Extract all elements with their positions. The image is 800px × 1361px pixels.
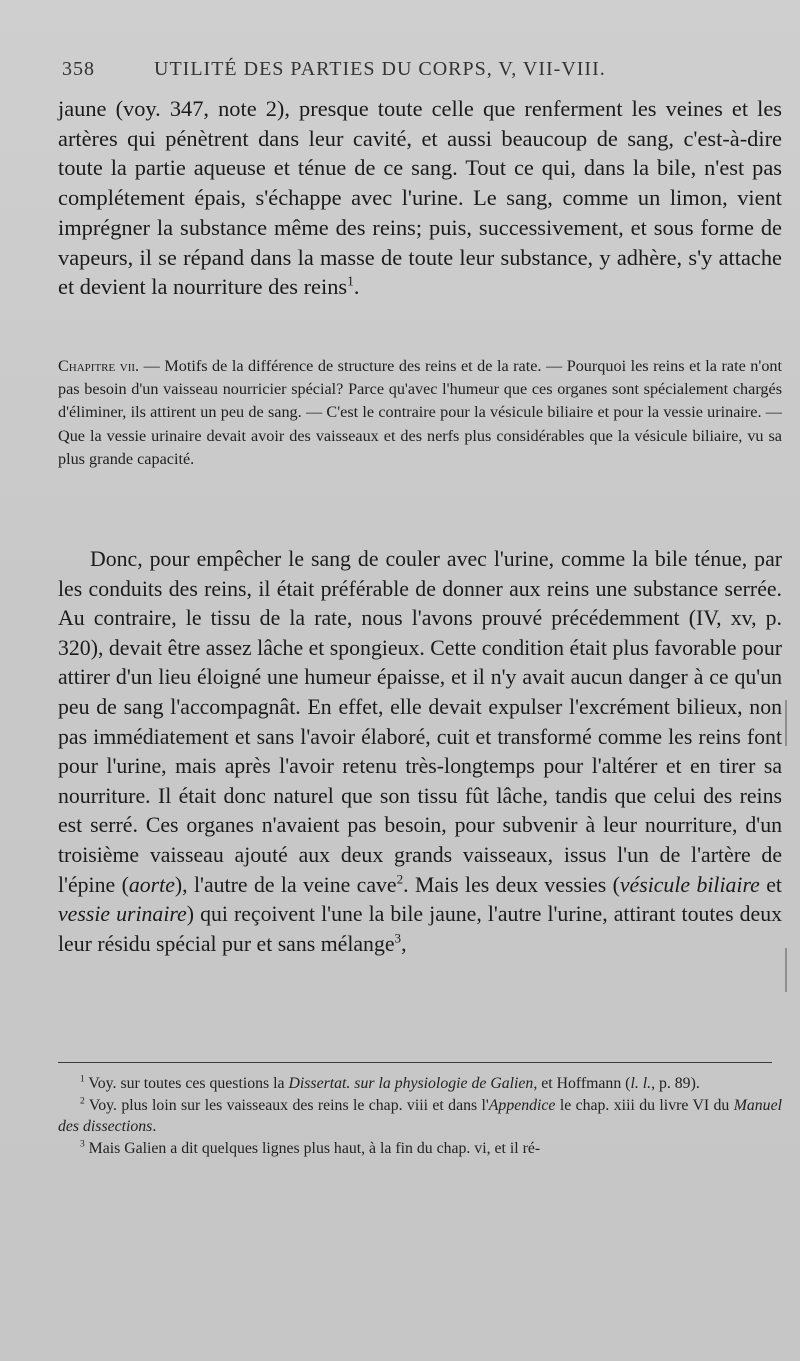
paragraph-1-end: . [353, 274, 360, 300]
chapter-summary-text: — Motifs de la différence de structure des reins et de la rate. — Pourquoi les reins et la rate n'ont pas besoin d'un vaisseau nourricier spécial? Parce qu'avec l'humeur que ces organes sont spécialement chargés d'éliminer, ils attirent un peu de sang. — C'est le contraire pour la vésicule biliaire et pour la vessie urinaire. — Que la vessie urinaire devait avoir des vaisseaux et des nerfs plus considérables que la vésicule biliaire, vu sa plus grande capacité. [58, 357, 782, 468]
footnote-mark: 2 [80, 1096, 85, 1107]
margin-mark [785, 948, 787, 992]
running-header [62, 58, 762, 81]
page-number: 358 [62, 58, 95, 80]
paragraph-2-text-c: . Mais les deux vessies ( [403, 872, 620, 897]
footnotes [58, 1073, 782, 1160]
margin-mark [785, 700, 787, 746]
footnote-ref-2[interactable]: 2 [396, 871, 404, 887]
term-aorte: aorte [128, 872, 175, 897]
footnote-text: Mais Galien a dit quelques lignes plus haut, à la fin du chap. vi, et il ré- [84, 1140, 541, 1158]
footnote-mark: 3 [80, 1139, 85, 1150]
footnote-text: Voy. sur toutes ces questions la [84, 1075, 289, 1092]
footnote-ref-3[interactable]: 3 [394, 930, 402, 946]
footnote-2 [58, 1095, 782, 1138]
paragraph-2 [58, 545, 782, 959]
paragraph-1-text: jaune (voy. 347, note 2), presque toute celle que renferment les veines et les artères qui pénètrent dans leur cavité, et aussi beaucoup de sang, c'est-à-dire toute la partie aqueuse et ténue de ce sang. Tout ce qui, dans la bile, n'est pas complétement épais, s'échappe avec l'urine. Le sang, comme un limon, vient imprégner la substance même des reins; puis, successivement, et sous forme de vapeurs, il se répand dans la masse de toute leur substance, y adhère, s'y attache et devient la nourriture des reins [58, 96, 782, 300]
footnote-ref-1[interactable]: 1 [347, 273, 354, 289]
paragraph-2-text-e: ) qui reçoivent l'une la bile jaune, l'autre l'urine, attirant toutes deux leur résidu spécial pur et sans mélange [58, 902, 783, 956]
footnote-text: Voy. plus loin sur les vaisseaux des reins le chap. viii et dans l' [84, 1096, 489, 1114]
footnote-3 [58, 1138, 782, 1160]
footnote-title: Appendice [488, 1096, 556, 1114]
paragraph-2-text-a: Donc, pour empêcher le sang de couler avec l'urine, comme la bile ténue, par les conduits des reins, il était préférable de donner aux reins une substance serrée. Au contraire, le tissu de la rate, nous l'avons prouvé précédemment (IV, xv, p. 320), devait être assez lâche et spongieux. Cette condition était plus favorable pour attirer d'un lieu éloigné une humeur épaisse, et il n'y avait aucun danger à ce qu'un peu de sang l'accompagnât. En effet, elle devait expulser l'excrément bilieux, non pas immédiatement et sans l'avoir élaboré, cuit et transformé comme les reins font pour l'urine, mais après l'avoir retenu très-longtemps pour l'altérer et en tirer sa nourriture. Il était donc naturel que son tissu fût lâche, tandis que celui des reins est serré. Ces organes n'avaient pas besoin, pour subvenir à leur nourriture, d'un troisième vaisseau ajouté aux deux grands vaisseaux, issus l'un de l'artère de l'épine ( [58, 547, 782, 897]
footnote-mark: 1 [80, 1074, 85, 1085]
footnote-abbrev: l. l. [630, 1075, 652, 1092]
paragraph-2-text-d: et [759, 872, 782, 897]
footnote-divider [58, 1062, 772, 1063]
term-vesicule-biliaire: vésicule biliaire [619, 872, 760, 897]
footnote-text: , et Hoffmann ( [533, 1075, 631, 1092]
footnote-title: Manuel des dissections [58, 1096, 782, 1136]
paragraph-2-text-f: , [401, 931, 407, 956]
paragraph-2-text-b: ), l'autre de la veine cave [174, 872, 397, 897]
chapter-summary [58, 355, 782, 471]
chapter-label: Chapitre vii. [58, 357, 140, 375]
footnote-text: le chap. xiii du livre VI du [555, 1096, 734, 1114]
term-vessie-urinaire: vessie urinaire [58, 902, 187, 927]
running-title: UTILITÉ DES PARTIES DU CORPS, V, VII-VIII. [154, 58, 606, 80]
footnote-text: . [152, 1118, 157, 1136]
paragraph-1 [58, 94, 782, 302]
footnote-1 [58, 1073, 782, 1095]
footnote-title: Dissertat. sur la physiologie de Galien [288, 1075, 534, 1092]
footnote-text: , p. 89). [651, 1075, 700, 1092]
